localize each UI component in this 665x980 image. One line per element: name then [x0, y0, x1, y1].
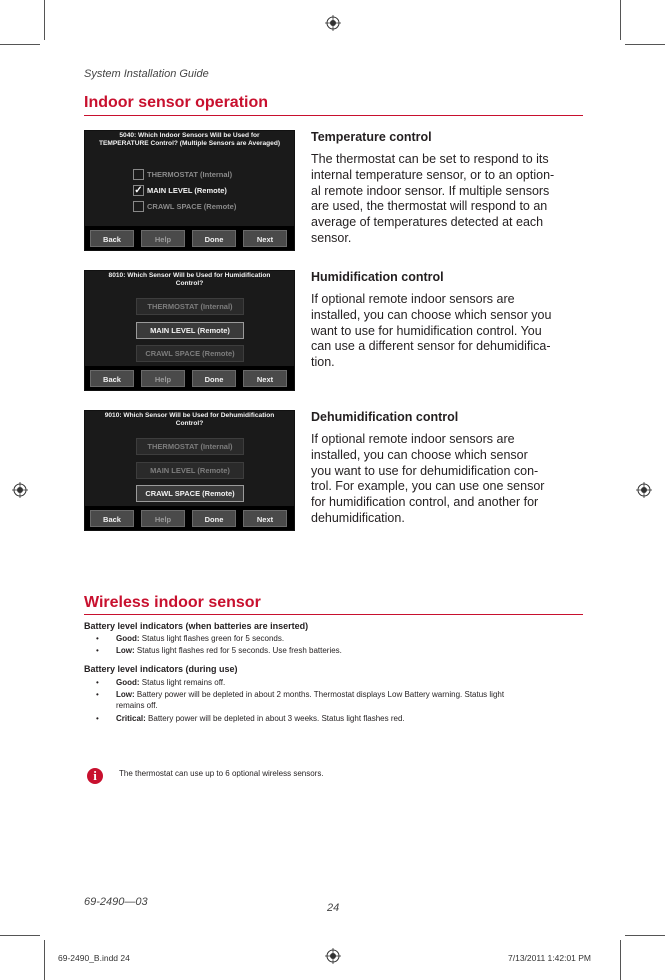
registration-mark-icon [636, 482, 652, 498]
back-button[interactable]: Back [90, 230, 134, 247]
registration-mark-icon [325, 15, 341, 31]
sensor-option-main-level[interactable]: ✓ MAIN LEVEL (Remote) [134, 184, 227, 196]
sensor-option-main-level[interactable]: MAIN LEVEL (Remote) [136, 462, 244, 479]
section-title-wireless: Wireless indoor sensor [84, 594, 261, 611]
crop-mark [620, 940, 621, 980]
info-note: The thermostat can use up to 6 optional wireless sensors. [119, 769, 324, 778]
checkbox-unchecked-icon[interactable] [133, 169, 144, 180]
thermostat-screen-humidification [84, 270, 295, 391]
help-button[interactable]: Help [141, 510, 185, 527]
heading-battery-during-use: Battery level indicators (during use) [84, 664, 238, 674]
checkbox-checked-icon[interactable]: ✓ [134, 184, 143, 196]
heading-battery-inserted: Battery level indicators (when batteries are inserted) [84, 621, 309, 631]
next-button[interactable]: Next [243, 510, 287, 527]
section-title-indoor: Indoor sensor operation [84, 94, 269, 111]
sensor-option-thermostat[interactable]: THERMOSTAT (Internal) [136, 298, 244, 315]
heading-temperature-control: Temperature control [311, 130, 432, 144]
heading-dehumidification-control: Dehumidification control [311, 410, 459, 424]
help-button[interactable]: Help [141, 370, 185, 387]
slug-file-name: 69-2490_B.indd 24 [58, 953, 130, 963]
page-number: 24 [327, 902, 340, 914]
done-button[interactable]: Done [192, 370, 236, 387]
thermostat-screen-dehumidification [84, 410, 295, 531]
done-button[interactable]: Done [192, 510, 236, 527]
crop-mark [0, 44, 40, 45]
temperature-control-text: The thermostat can be set to respond to its internal temperature sensor, or to an option- al remote indoor sensor. If multiple sensors are used, the thermostat will respond to an average of temperatures detected at each sensor. [311, 152, 555, 245]
document-number: 69-2490—03 [84, 896, 148, 908]
back-button[interactable]: Back [90, 510, 134, 527]
sensor-option-thermostat[interactable]: THERMOSTAT (Internal) [136, 438, 244, 455]
sensor-option-crawl-space[interactable]: CRAWL SPACE (Remote) [136, 485, 244, 502]
sensor-option-crawl-space[interactable]: CRAWL SPACE (Remote) [136, 345, 244, 362]
thermostat-screen-temperature [84, 130, 295, 251]
dehumidification-control-text: If optional remote indoor sensors are installed, you can choose which sensor you want to use for dehumidification con- trol. For example, you can use one sensor for humidification control, and another for dehumidification. [311, 432, 545, 525]
guide-title: System Installation Guide [84, 68, 209, 80]
screen-button-bar [85, 226, 294, 250]
crop-mark [625, 935, 665, 936]
screen-title: 9010: Which Sensor Will be Used for Dehumidification Control? [104, 412, 275, 427]
screen-title: 8010: Which Sensor Will be Used for Humidification Control? [108, 272, 271, 287]
help-button[interactable]: Help [141, 230, 185, 247]
crop-mark [0, 935, 40, 936]
crop-mark [625, 44, 665, 45]
crop-mark [44, 0, 45, 40]
back-button[interactable]: Back [90, 370, 134, 387]
sensor-option-crawl-space[interactable]: CRAWL SPACE (Remote) [133, 201, 236, 213]
info-icon: i [87, 768, 103, 784]
humidification-control-text: If optional remote indoor sensors are installed, you can choose which sensor you want to use for humidification control. You can use a different sensor for dehumidifica- tion. [311, 292, 552, 370]
screen-button-bar [85, 506, 294, 530]
registration-mark-icon [12, 482, 28, 498]
section-rule [84, 614, 583, 615]
screen-button-bar [85, 366, 294, 390]
crop-mark [620, 0, 621, 40]
heading-humidification-control: Humidification control [311, 270, 444, 284]
sensor-option-main-level[interactable]: MAIN LEVEL (Remote) [136, 322, 244, 339]
sensor-option-thermostat[interactable]: THERMOSTAT (Internal) [133, 169, 232, 181]
section-rule [84, 115, 583, 116]
screen-title: 5040: Which Indoor Sensors Will be Used for TEMPERATURE Control? (Multiple Sensors are Averaged) [98, 132, 281, 147]
next-button[interactable]: Next [243, 370, 287, 387]
registration-mark-icon [325, 948, 341, 964]
checkbox-unchecked-icon[interactable] [133, 201, 144, 212]
crop-mark [44, 940, 45, 980]
slug-date: 7/13/2011 1:42:01 PM [508, 953, 592, 963]
next-button[interactable]: Next [243, 230, 287, 247]
done-button[interactable]: Done [192, 230, 236, 247]
